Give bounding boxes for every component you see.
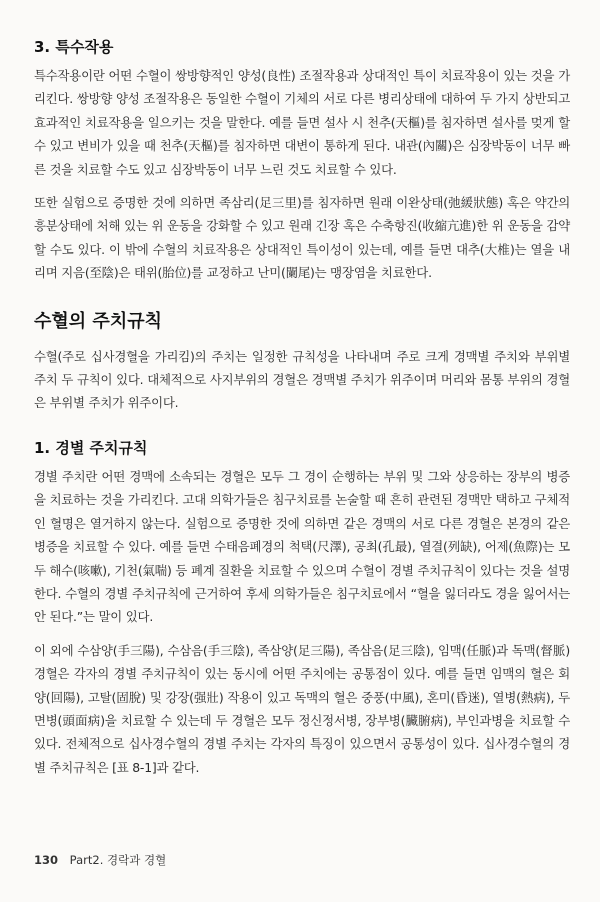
paragraph: 이 외에 수삼양(手三陽), 수삼음(手三陰), 족삼양(足三陽), 족삼음(足三陰), 임맥(任脈)과 독맥(督脈) 경혈은 각자의 경별 주치규칙이 있는 동시에 어떤 주치에는 공통점이 있다. 예를 들면 임맥의 혈은 회양(回陽), 고탈(固脫) 및 강장(强壯) 작용이 있고 독맥의 혈은 중풍(中風), 혼미(昏迷), 열병(熱病), 두면병(頭面病)을 치료할 수 있는데 두 경혈은 모두 정신정서병, 장부병(臟腑病), 부인과병을 치료할 수 있다. 전체적으로 십사경수혈의 경별 주치는 각자의 특징이 있으면서 공통성이 있다. 십사경수혈의 경별 주치규칙은 [표 8-1]과 같다.: [34, 642, 570, 775]
paragraph: 수혈(주로 십사경혈을 가리킴)의 주치는 일정한 규칙성을 나타내며 주로 크게 경맥별 주치와 부위별 주치 두 규칙이 있다. 대체적으로 사지부위의 경혈은 경맥별 주치가 위주이며 머리와 몸통 부위의 경혈은 부위별 주치가 위주이다.: [34, 348, 570, 411]
page-content: [34, 36, 570, 779]
running-title: Part2. 경락과 경혈: [69, 853, 167, 867]
paragraph: 경별 주치란 어떤 경맥에 소속되는 경혈은 모두 그 경이 순행하는 부위 및 그와 상응하는 장부의 병증을 치료하는 것을 가리킨다. 고대 의학가들은 침구치료를 논술할 때 흔히 관련된 경맥만 택하고 구체적인 혈명은 열거하지 않는다. 실험으로 증명한 것에 의하면 같은 경맥의 서로 다른 경혈은 본경의 같은 병증을 치료할 수 있다. 예를 들면 수태음폐경의 척택(尺澤), 공최(孔最), 열결(列缺), 어제(魚際)는 모두 해수(咳嗽), 기천(氣喘) 등 폐계 질환을 치료할 수 있으며 수혈이 경별 주치규칙이 있다는 것을 설명한다. 수혈의 경별 주치규칙에 근거하여 후세 의학가들은 침구치료에서 “혈을 잃더라도 경을 잃어서는 안 된다.”는 말이 있다.: [34, 468, 570, 625]
section-heading-special-action: 3. 특수작용: [34, 38, 114, 56]
paragraph: 특수작용이란 어떤 수혈이 쌍방향적인 양성(良性) 조절작용과 상대적인 특이 치료작용이 있는 것을 가리킨다. 쌍방향 양성 조절작용은 동일한 수혈이 기체의 서로 다른 병리상태에 대하여 두 가지 상반되고 효과적인 치료작용을 일으키는 것을 말한다. 예를 들면 설사 시 천추(天樞)를 침자하면 설사를 멎게 할 수 있고 변비가 있을 때 천추(天樞)를 침자하면 대변이 통하게 된다. 내관(內關)은 심장박동이 너무 빠른 것을 치료할 수도 있고 심장박동이 너무 느린 것도 치료할 수 있다.: [34, 68, 570, 177]
paragraph: 또한 실험으로 증명한 것에 의하면 족삼리(足三里)를 침자하면 원래 이완상태(弛緩狀態) 혹은 약간의 흥분상태에 처해 있는 위 운동을 강화할 수 있고 원래 긴장 혹은 수축항진(收縮亢進)한 위 운동을 감약할 수도 있다. 이 밖에 수혈의 치료작용은 상대적인 특이성이 있는데, 예를 들면 대추(大椎)는 열을 내리며 지음(至陰)은 태위(胎位)를 교정하고 난미(闌尾)는 맹장염을 치료한다.: [34, 195, 570, 281]
page-number: 130: [34, 853, 59, 867]
section-heading-main-rules: 수혈의 주치규칙: [34, 310, 162, 332]
page-footer: [34, 852, 166, 868]
section-heading-meridian-rules: 1. 경별 주치규칙: [34, 438, 148, 457]
